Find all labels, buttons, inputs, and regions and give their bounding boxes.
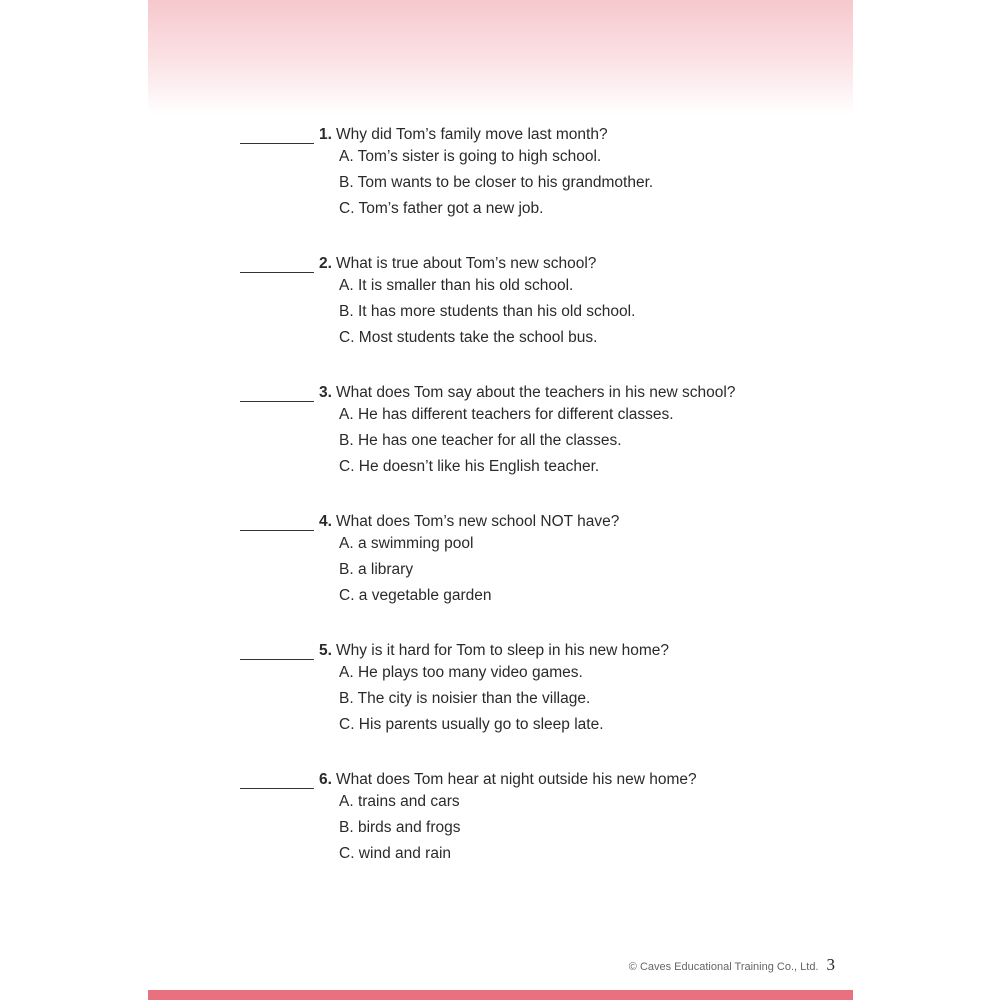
answer-blank-3[interactable] — [240, 383, 314, 402]
option-a: A. He has different teachers for different classes. — [339, 406, 674, 423]
page-footer — [629, 955, 835, 975]
question-text: Why is it hard for Tom to sleep in his new home? — [335, 642, 670, 659]
bottom-accent-bar — [148, 990, 853, 1000]
question-text: What does Tom hear at night outside his new home? — [335, 771, 697, 788]
option-a: A. trains and cars — [339, 793, 460, 810]
question-6 — [240, 763, 840, 867]
option-b: B. a library — [339, 561, 414, 578]
answer-blank-4[interactable] — [240, 512, 314, 531]
question-number: 3. — [319, 384, 332, 401]
question-number: 4. — [319, 513, 332, 530]
question-number: 6. — [319, 771, 332, 788]
option-b: B. Tom wants to be closer to his grandmother. — [339, 174, 654, 191]
question-2 — [240, 247, 840, 351]
answer-blank-5[interactable] — [240, 641, 314, 660]
option-a: A. It is smaller than his old school. — [339, 277, 574, 294]
option-a: A. Tom’s sister is going to high school. — [339, 148, 602, 165]
question-text: Why did Tom’s family move last month? — [335, 126, 608, 143]
option-a: A. He plays too many video games. — [339, 664, 583, 681]
question-1 — [240, 118, 840, 222]
question-number: 1. — [319, 126, 332, 143]
question-4 — [240, 505, 840, 609]
option-b: B. It has more students than his old school. — [339, 303, 636, 320]
option-a: A. a swimming pool — [339, 535, 474, 552]
question-text: What is true about Tom’s new school? — [335, 255, 597, 272]
option-c: C. He doesn’t like his English teacher. — [339, 458, 600, 475]
option-c: C. a vegetable garden — [339, 587, 492, 604]
option-c: C. Tom’s father got a new job. — [339, 200, 544, 217]
answer-blank-1[interactable] — [240, 125, 314, 144]
option-c: C. wind and rain — [339, 845, 452, 862]
option-b: B. The city is noisier than the village. — [339, 690, 591, 707]
option-c: C. Most students take the school bus. — [339, 329, 598, 346]
answer-blank-6[interactable] — [240, 770, 314, 789]
header-gradient — [148, 0, 853, 115]
question-3 — [240, 376, 840, 480]
page-number: 3 — [826, 955, 835, 974]
option-b: B. birds and frogs — [339, 819, 461, 836]
option-b: B. He has one teacher for all the classes. — [339, 432, 622, 449]
copyright-text: © Caves Educational Training Co., Ltd. — [628, 961, 819, 973]
question-number: 2. — [319, 255, 332, 272]
worksheet-page — [148, 0, 853, 1000]
answer-blank-2[interactable] — [240, 254, 314, 273]
question-text: What does Tom’s new school NOT have? — [335, 513, 620, 530]
question-list — [240, 118, 840, 892]
question-5 — [240, 634, 840, 738]
question-number: 5. — [319, 642, 332, 659]
question-text: What does Tom say about the teachers in his new school? — [335, 384, 736, 401]
option-c: C. His parents usually go to sleep late. — [339, 716, 604, 733]
